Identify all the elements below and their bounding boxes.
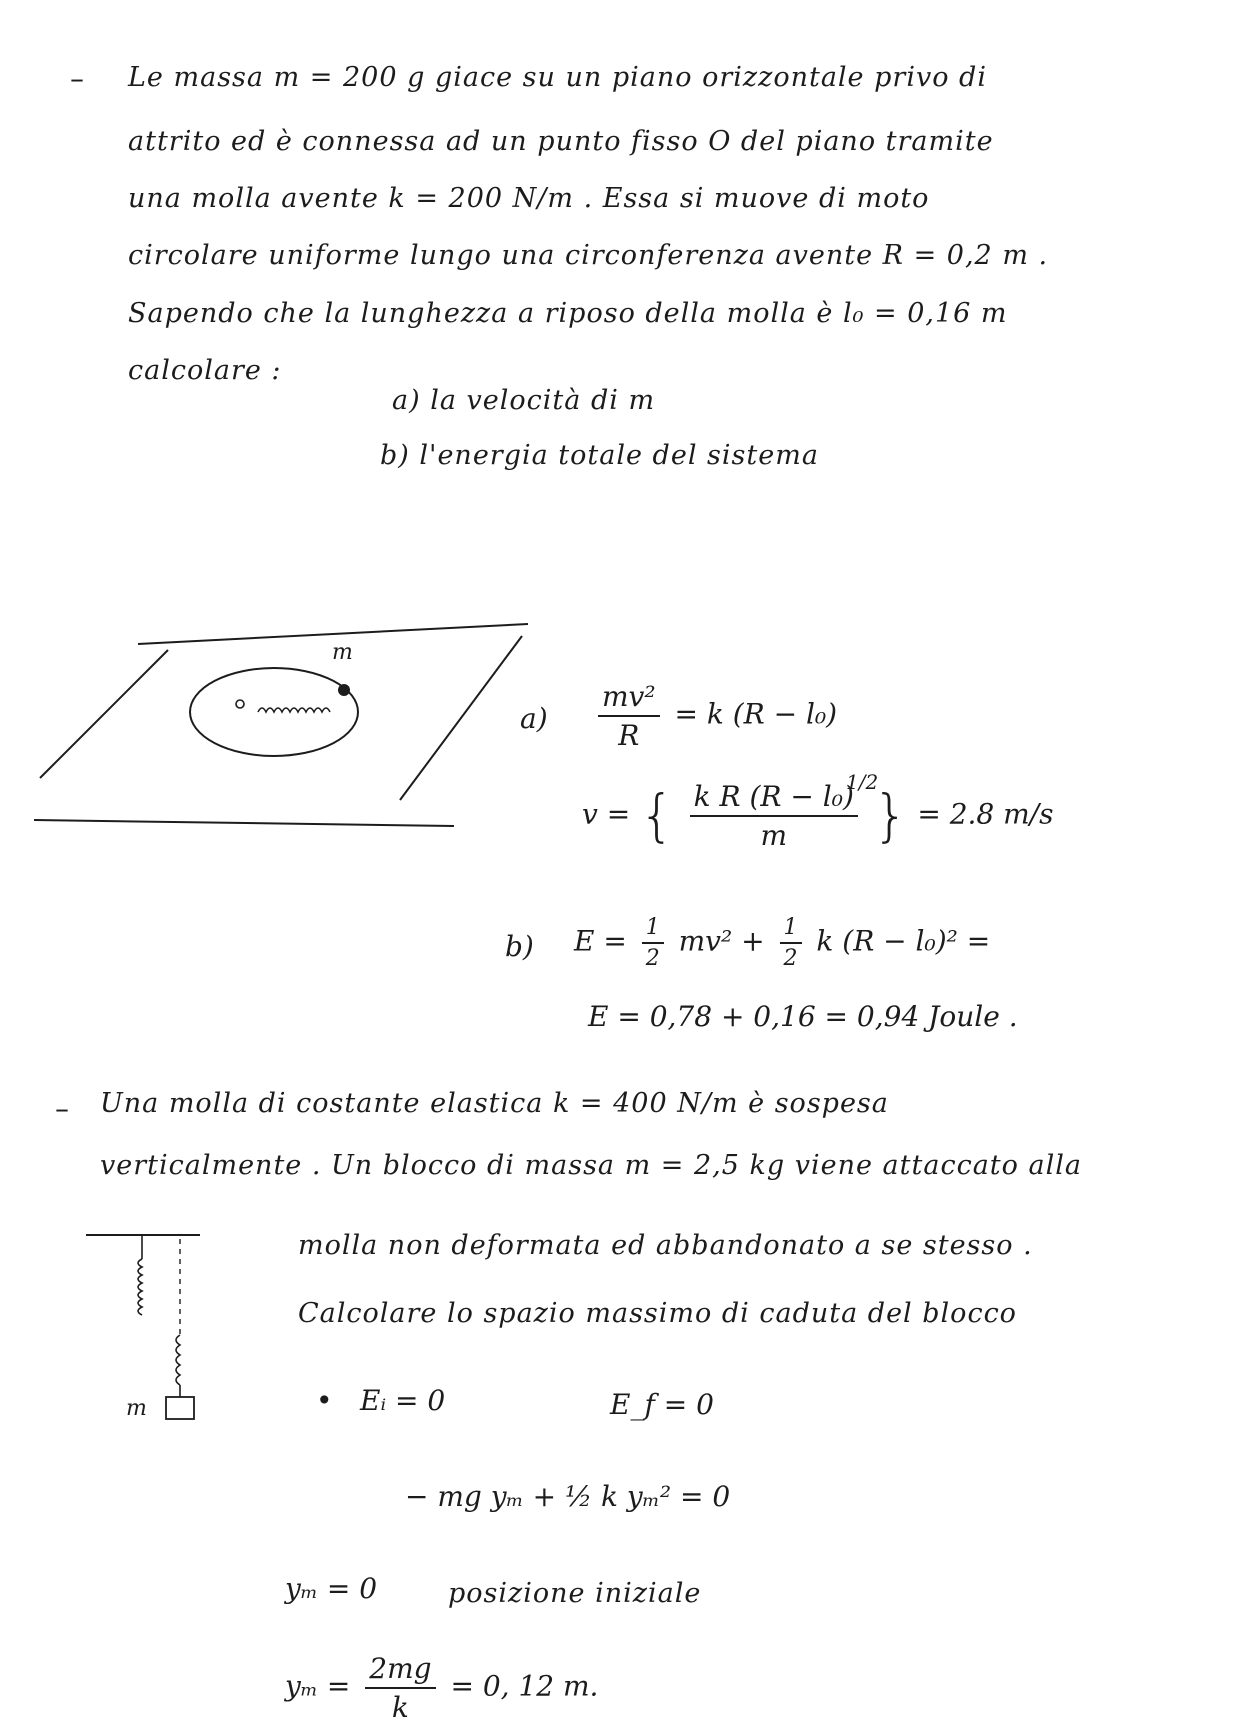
final-energy: E_f = 0 [610,1388,714,1421]
problem-1-dash: – [70,62,84,95]
plane-right-edge [400,636,522,800]
initial-energy: Eᵢ = 0 [360,1384,446,1417]
solution-b-energy: E = $\frac{1}{2}$ mv² + $\frac{1}{2}$ k (R − l₀)² = [574,915,991,971]
solution-a-rhs: = k (R − l₀) [674,697,838,731]
plane-left-edge [40,650,168,778]
velocity-numerator: k R (R − l₀) [690,780,858,817]
spring-stretched [176,1335,180,1385]
problem-2-line-4: Calcolare lo spazio massimo di caduta del blocco [298,1298,1017,1329]
ym-lhs: yₘ = [285,1669,351,1703]
solution-a-velocity: v = { $\frac{\text{k R (R − l₀)}}{m}$ } = 2.8 m/s [582,780,1054,852]
figure-2-mass-label: m [126,1396,148,1421]
energy-lhs: E = [574,924,627,958]
spring-figure [80,1225,220,1445]
mass-point [338,684,350,696]
ym-solution [285,1652,598,1724]
energy-balance-equation: − mg yₘ + ½ k yₘ² = 0 [405,1480,731,1513]
ym-numerator: 2mg [365,1652,435,1689]
problem-1-line-4: circolare uniforme lungo una circonferenza avente R = 0,2 m . [128,240,1049,271]
solution-a-newton [592,680,837,752]
problem-2-dash: – [55,1092,69,1125]
solution-a-numerator: mv² [598,680,660,717]
solution-b-label: b) [505,930,534,963]
spring-coil [258,708,330,712]
problem-1-line-1: Le massa m = 200 g giace su un piano orizzontale privo di [128,62,987,93]
solution-a-denominator: R [618,719,640,752]
energy-elastic-term: k (R − l₀)² = [816,924,991,958]
velocity-lhs: v = [582,797,631,831]
ym-result: = 0, 12 m. [450,1669,599,1703]
velocity-result: = 2.8 m/s [917,797,1054,831]
velocity-denominator: m [760,819,788,852]
hanging-block [166,1397,194,1419]
ym-zero: yₘ = 0 [285,1572,378,1605]
plane-bottom-edge [34,820,454,826]
bullet-point: • [316,1384,333,1417]
problem-1-line-3: una molla avente k = 200 N/m . Essa si muove di moto [128,183,930,214]
problem-1-line-5: Sapendo che la lunghezza a riposo della molla è l₀ = 0,16 m [128,298,1008,329]
velocity-exponent: 1/2 [846,770,879,794]
figure-1-mass-label: m [332,640,354,665]
problem-2-line-3: molla non deformata ed abbandonato a se stesso . [298,1230,1033,1261]
problem-1-task-a: a) la velocità di m [392,385,656,416]
problem-1-line-2: attrito ed è connessa ad un punto fisso O del piano tramite [128,126,994,157]
ym-denominator: k [391,1691,409,1724]
solution-a-label: a) [520,702,548,735]
problem-2-line-1: Una molla di costante elastica k = 400 N/m è sospesa [100,1088,889,1119]
fixed-point-o [236,700,244,708]
problem-1-line-6: calcolare : [128,355,282,386]
spring-rest [138,1259,142,1315]
energy-kinetic-term: mv² + [678,924,765,958]
problem-1-task-b: b) l'energia totale del sistema [380,440,819,471]
energy-result: E = 0,78 + 0,16 = 0,94 Joule . [588,1000,1018,1033]
ym-zero-note: posizione iniziale [448,1578,702,1609]
problem-2-line-2: verticalmente . Un blocco di massa m = 2,5 kg viene attaccato alla [100,1150,1082,1181]
plane-figure [0,600,540,900]
